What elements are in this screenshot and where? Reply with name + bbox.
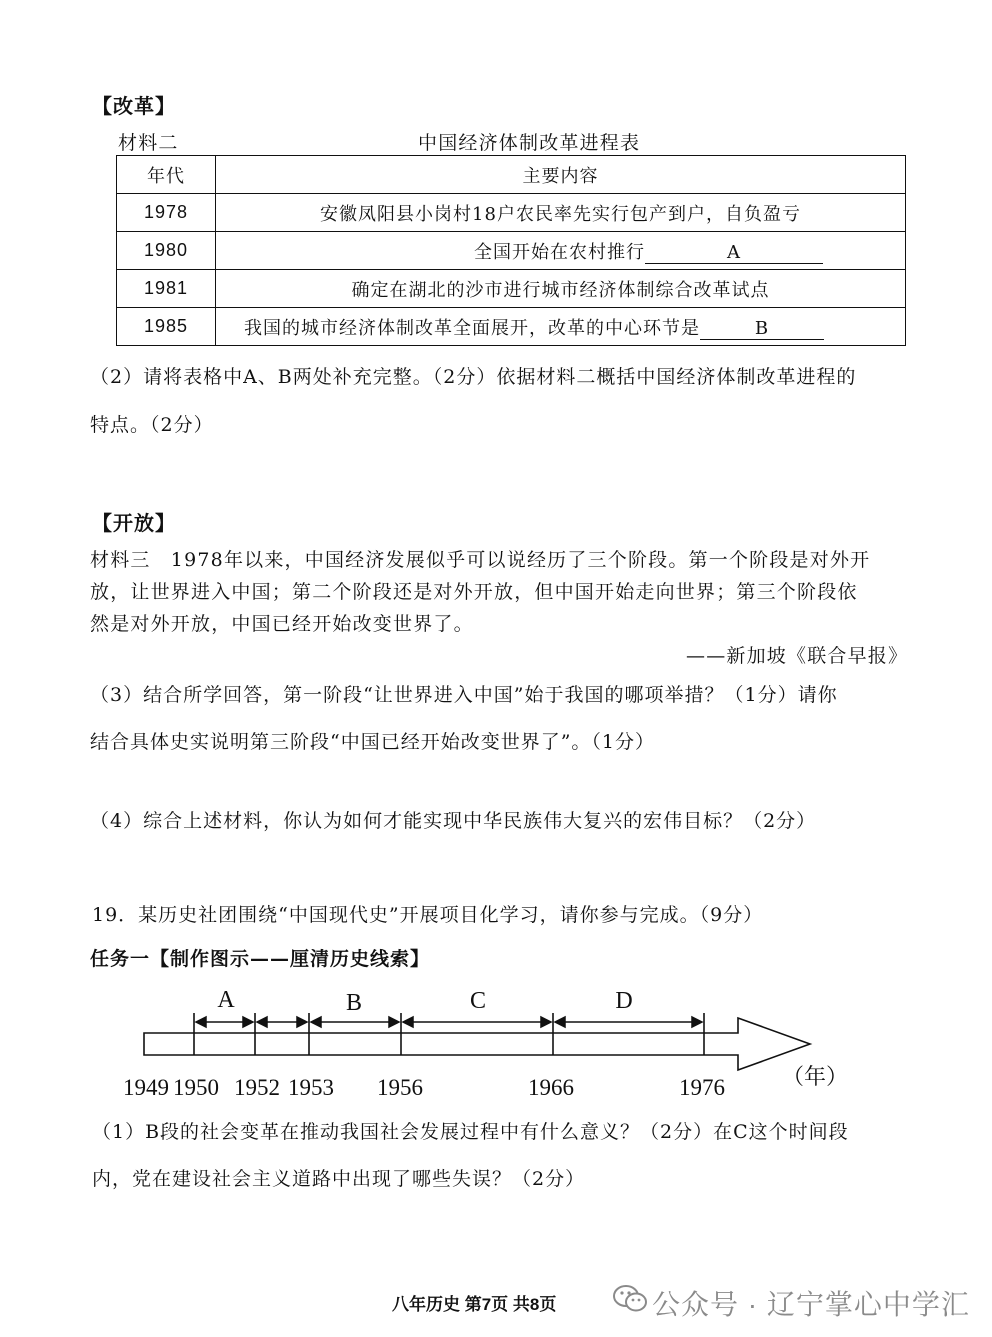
row-year: 1985 [117, 308, 216, 346]
year-label: 1952 [234, 1075, 280, 1100]
table-row [117, 270, 906, 308]
table-title: 中国经济体制改革进程表 [418, 132, 641, 154]
question-19-intro: 19．某历史社团围绕“中国现代史”开展项目化学习，请你参与完成。（9分） [92, 904, 764, 926]
year-label: 1966 [528, 1075, 574, 1100]
segment-label-b: B [345, 990, 363, 1016]
material-three-line-3: 然是对外开放，中国已经开始改变世界了。 [90, 613, 474, 635]
task-1-title: 任务一【制作图示——厘清历史线索】 [90, 948, 431, 970]
wechat-logo-icon [612, 1283, 648, 1315]
row-year: 1981 [117, 270, 216, 308]
question-4: （4）综合上述材料，你认为如何才能实现中华民族伟大复兴的宏伟目标？（2分） [90, 810, 817, 832]
table-row [117, 232, 906, 270]
material-three-line-1: 材料三 1978年以来，中国经济发展似乎可以说经历了三个阶段。第一个阶段是对外开 [90, 549, 871, 571]
column-header-year: 年代 [117, 156, 216, 194]
segment-label-a: A [217, 987, 235, 1013]
reform-progress-table [116, 155, 906, 346]
segment-label-d: D [615, 988, 633, 1014]
section-heading-reform: 【改革】 [92, 94, 176, 118]
year-label: 1976 [679, 1075, 725, 1100]
material-two-label: 材料二 [118, 132, 179, 154]
year-label: 1956 [377, 1075, 423, 1100]
table-row [117, 308, 906, 346]
column-header-content: 主要内容 [216, 156, 906, 194]
row-content [216, 308, 906, 346]
question-19-1-line-2: 内，党在建设社会主义道路中出现了哪些失误？（2分） [92, 1168, 586, 1190]
material-source: ——新加坡《联合早报》 [686, 645, 909, 667]
question-3-line-1: （3）结合所学回答，第一阶段“让世界进入中国”始于我国的哪项举措？（1分）请你 [90, 684, 838, 706]
question-2-line-2: 特点。（2分） [90, 414, 214, 436]
year-label: 1953 [288, 1075, 334, 1100]
question-19-1-line-1: （1）B段的社会变革在推动我国社会发展过程中有什么意义？（2分）在C这个时间段 [92, 1121, 849, 1143]
blank-a[interactable]: A [645, 243, 823, 264]
row-content-prefix: 我国的城市经济体制改革全面展开，改革的中心环节是 [244, 317, 700, 339]
question-3-line-2: 结合具体史实说明第三阶段“中国已经开始改变世界了”。（1分） [90, 731, 656, 753]
row-year: 1980 [117, 232, 216, 270]
material-three-line-2: 放，让世界进入中国；第二个阶段还是对外开放，但中国开始走向世界；第三个阶段依 [90, 581, 858, 603]
row-content [216, 232, 906, 270]
timeline-diagram [110, 980, 849, 1105]
table-row [117, 194, 906, 232]
row-content: 安徽凤阳县小岗村18户农民率先实行包产到户，自负盈亏 [216, 194, 906, 232]
watermark-text: 公众号 · 辽宁掌心中学汇 [652, 1289, 970, 1320]
blank-b[interactable]: B [700, 319, 824, 340]
question-2-line-1: （2）请将表格中A、B两处补充完整。（2分）依据材料二概括中国经济体制改革进程的 [90, 366, 857, 388]
page-footer: 八年历史 第7页 共8页 [392, 1295, 557, 1314]
table-header-row [117, 156, 906, 194]
row-content: 确定在湖北的沙市进行城市经济体制综合改革试点 [216, 270, 906, 308]
row-year: 1978 [117, 194, 216, 232]
row-content-prefix: 全国开始在农村推行 [474, 241, 645, 263]
segment-label-c: C [469, 988, 487, 1014]
section-heading-opening: 【开放】 [92, 511, 176, 535]
year-label: 1950 [173, 1075, 219, 1100]
year-label: 1949 [123, 1075, 169, 1100]
year-unit-label: （年） [782, 1065, 849, 1090]
